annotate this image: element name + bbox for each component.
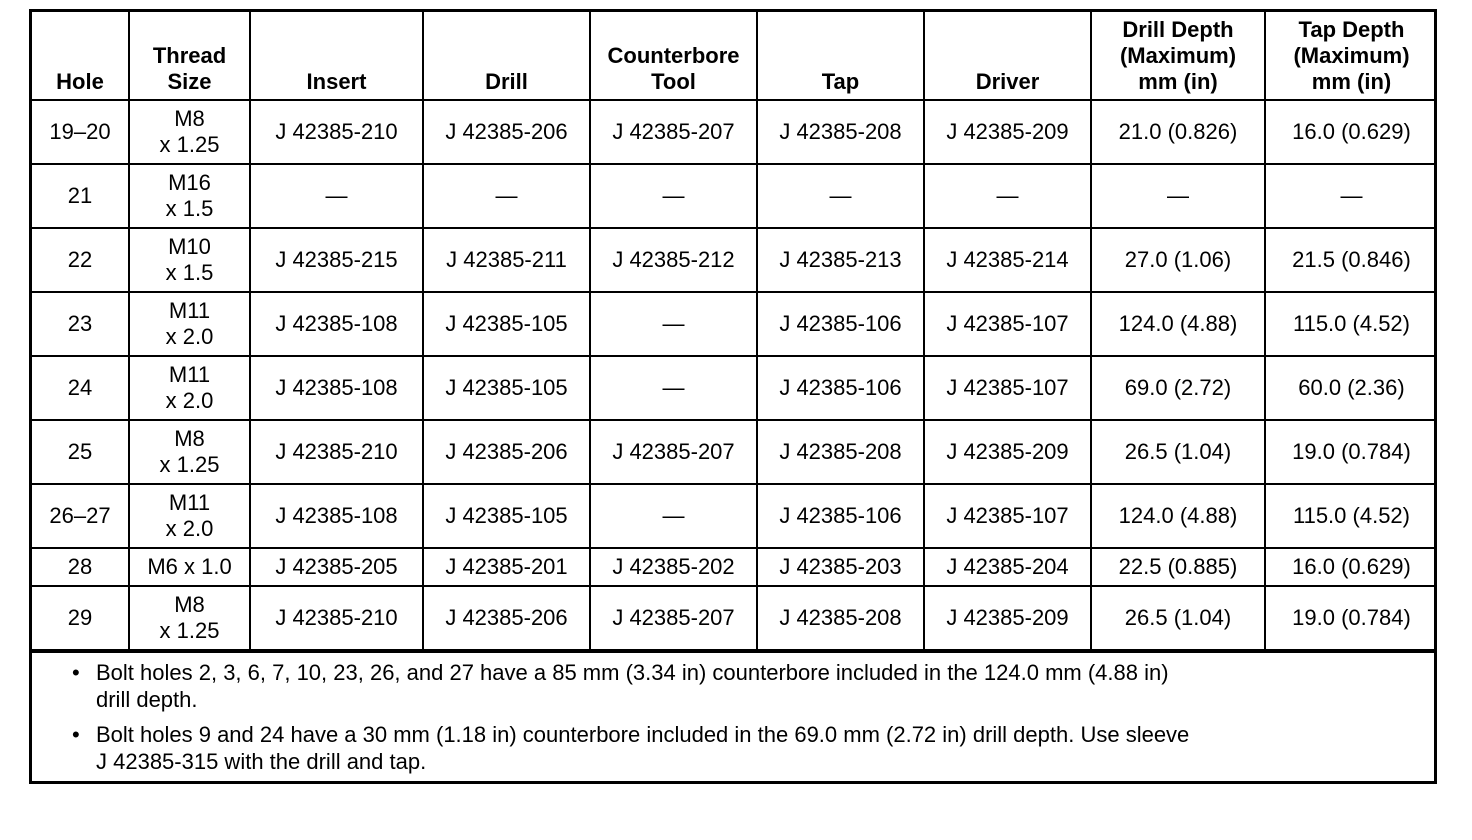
column-header-driver — [924, 12, 1091, 100]
column-header-line: Tap Depth — [1298, 17, 1405, 42]
tool-spec-table — [32, 12, 1437, 651]
column-header-hole — [32, 12, 129, 100]
cell-hole: 25 — [32, 420, 129, 484]
column-header-line: Insert — [306, 69, 367, 94]
table-row — [32, 356, 1437, 420]
cell-drill-depth: — — [1091, 164, 1265, 228]
table-row — [32, 100, 1437, 164]
cell-counterbore: — — [590, 164, 757, 228]
cell-tap: — — [757, 164, 924, 228]
thread-size-line: x 2.0 — [165, 324, 214, 349]
spec-table-frame — [29, 9, 1437, 784]
cell-thread — [129, 100, 250, 164]
column-header-line: (Maximum) — [1119, 43, 1237, 68]
cell-drill: J 42385-105 — [423, 484, 590, 548]
cell-counterbore: J 42385-207 — [590, 420, 757, 484]
cell-drill: J 42385-206 — [423, 586, 590, 650]
cell-tap-depth: 115.0 (4.52) — [1265, 484, 1437, 548]
cell-drill: J 42385-211 — [423, 228, 590, 292]
cell-drill: J 42385-206 — [423, 100, 590, 164]
thread-size-line: M11 — [168, 362, 211, 387]
table-row — [32, 586, 1437, 650]
column-header-line: (Maximum) — [1293, 43, 1410, 68]
cell-hole: 26–27 — [32, 484, 129, 548]
note-item — [72, 721, 1364, 775]
column-header-line: mm (in) — [1311, 69, 1392, 94]
column-header-line: Hole — [56, 69, 104, 94]
cell-driver: J 42385-209 — [924, 586, 1091, 650]
column-header-line: Tool — [651, 69, 696, 94]
thread-size-line: M11 — [168, 298, 211, 323]
table-row — [32, 548, 1437, 586]
column-header-line: Driver — [975, 69, 1040, 94]
column-header-counterbore-tool — [590, 12, 757, 100]
cell-tap: J 42385-106 — [757, 484, 924, 548]
cell-drill-depth: 124.0 (4.88) — [1091, 292, 1265, 356]
column-header-tap — [757, 12, 924, 100]
cell-tap: J 42385-208 — [757, 100, 924, 164]
thread-size-line: x 1.25 — [159, 618, 220, 643]
cell-hole: 29 — [32, 586, 129, 650]
cell-drill-depth: 26.5 (1.04) — [1091, 420, 1265, 484]
thread-size-line: x 1.5 — [165, 260, 214, 285]
cell-driver: J 42385-107 — [924, 356, 1091, 420]
cell-hole: 23 — [32, 292, 129, 356]
table-row — [32, 164, 1437, 228]
thread-size-line: x 1.25 — [159, 452, 220, 477]
cell-driver: J 42385-204 — [924, 548, 1091, 586]
thread-size-line: M8 — [174, 106, 205, 131]
cell-counterbore: J 42385-207 — [590, 586, 757, 650]
cell-hole: 21 — [32, 164, 129, 228]
cell-thread — [129, 292, 250, 356]
cell-thread — [129, 548, 250, 586]
column-header-line: Drill — [485, 69, 528, 94]
cell-tap-depth: 115.0 (4.52) — [1265, 292, 1437, 356]
cell-drill: J 42385-105 — [423, 356, 590, 420]
cell-drill-depth: 26.5 (1.04) — [1091, 586, 1265, 650]
note-text: Bolt holes 9 and 24 have a 30 mm (1.18 in) counterbore included in the 69.0 mm (2.72 in) drill depth. Use sleeve — [96, 722, 1190, 747]
thread-size-line: x 2.0 — [165, 516, 214, 541]
cell-counterbore: J 42385-212 — [590, 228, 757, 292]
table-row — [32, 292, 1437, 356]
table-row — [32, 484, 1437, 548]
cell-tap-depth: 19.0 (0.784) — [1265, 586, 1437, 650]
cell-tap-depth: 16.0 (0.629) — [1265, 548, 1437, 586]
column-header-tap-depth — [1265, 12, 1437, 100]
cell-drill: J 42385-201 — [423, 548, 590, 586]
thread-size-line: M8 — [174, 592, 205, 617]
column-header-line: Drill Depth — [1122, 17, 1234, 42]
thread-size-line: M11 — [168, 490, 211, 515]
thread-size-line: x 1.5 — [165, 196, 214, 221]
column-header-line: Size — [167, 69, 212, 94]
thread-size-line: M10 — [168, 234, 211, 259]
cell-driver: J 42385-209 — [924, 100, 1091, 164]
note-text: J 42385-315 with the drill and tap. — [96, 749, 427, 774]
cell-insert: J 42385-108 — [250, 356, 423, 420]
cell-thread — [129, 164, 250, 228]
cell-thread — [129, 586, 250, 650]
cell-counterbore: — — [590, 484, 757, 548]
cell-thread — [129, 420, 250, 484]
bullet-icon: • — [72, 660, 80, 685]
cell-insert: — — [250, 164, 423, 228]
column-header-line: mm (in) — [1138, 69, 1218, 94]
cell-hole: 28 — [32, 548, 129, 586]
cell-drill: — — [423, 164, 590, 228]
header-row — [32, 12, 1437, 100]
column-header-drill — [423, 12, 590, 100]
cell-driver: J 42385-209 — [924, 420, 1091, 484]
thread-size-line: M6 x 1.0 — [147, 554, 232, 579]
cell-insert: J 42385-108 — [250, 292, 423, 356]
cell-drill-depth: 69.0 (2.72) — [1091, 356, 1265, 420]
cell-counterbore: J 42385-207 — [590, 100, 757, 164]
cell-drill-depth: 21.0 (0.826) — [1091, 100, 1265, 164]
thread-size-line: x 2.0 — [165, 388, 214, 413]
cell-hole: 24 — [32, 356, 129, 420]
cell-insert: J 42385-215 — [250, 228, 423, 292]
cell-driver: J 42385-214 — [924, 228, 1091, 292]
cell-tap: J 42385-208 — [757, 420, 924, 484]
cell-counterbore: — — [590, 356, 757, 420]
notes-section — [32, 651, 1434, 781]
cell-insert: J 42385-205 — [250, 548, 423, 586]
thread-size-line: M8 — [174, 426, 205, 451]
cell-insert: J 42385-210 — [250, 100, 423, 164]
cell-counterbore: — — [590, 292, 757, 356]
cell-tap: J 42385-106 — [757, 356, 924, 420]
cell-thread — [129, 356, 250, 420]
cell-thread — [129, 228, 250, 292]
table-body — [32, 100, 1437, 650]
cell-driver: — — [924, 164, 1091, 228]
thread-size-line: x 1.25 — [159, 132, 220, 157]
cell-tap-depth: — — [1265, 164, 1437, 228]
column-header-drill-depth — [1091, 12, 1265, 100]
cell-tap-depth: 21.5 (0.846) — [1265, 228, 1437, 292]
column-header-insert — [250, 12, 423, 100]
cell-drill: J 42385-105 — [423, 292, 590, 356]
cell-thread — [129, 484, 250, 548]
column-header-line: Tap — [821, 69, 860, 94]
cell-tap-depth: 19.0 (0.784) — [1265, 420, 1437, 484]
cell-hole: 22 — [32, 228, 129, 292]
note-item — [72, 659, 1364, 713]
cell-driver: J 42385-107 — [924, 484, 1091, 548]
cell-tap-depth: 16.0 (0.629) — [1265, 100, 1437, 164]
column-header-thread-size — [129, 12, 250, 100]
column-header-line: Counterbore — [607, 43, 740, 68]
table-row — [32, 420, 1437, 484]
cell-drill-depth: 22.5 (0.885) — [1091, 548, 1265, 586]
cell-counterbore: J 42385-202 — [590, 548, 757, 586]
cell-insert: J 42385-210 — [250, 586, 423, 650]
cell-drill-depth: 27.0 (1.06) — [1091, 228, 1265, 292]
cell-drill: J 42385-206 — [423, 420, 590, 484]
cell-hole: 19–20 — [32, 100, 129, 164]
cell-insert: J 42385-108 — [250, 484, 423, 548]
cell-tap: J 42385-203 — [757, 548, 924, 586]
column-header-line: Thread — [152, 43, 227, 68]
cell-insert: J 42385-210 — [250, 420, 423, 484]
cell-tap: J 42385-213 — [757, 228, 924, 292]
table-row — [32, 228, 1437, 292]
cell-tap-depth: 60.0 (2.36) — [1265, 356, 1437, 420]
bullet-icon: • — [72, 722, 80, 747]
note-text: Bolt holes 2, 3, 6, 7, 10, 23, 26, and 27 have a 85 mm (3.34 in) counterbore included in the 124.0 mm (4.88 in) — [96, 660, 1169, 685]
thread-size-line: M16 — [168, 170, 211, 195]
cell-driver: J 42385-107 — [924, 292, 1091, 356]
cell-drill-depth: 124.0 (4.88) — [1091, 484, 1265, 548]
cell-tap: J 42385-208 — [757, 586, 924, 650]
cell-tap: J 42385-106 — [757, 292, 924, 356]
note-text: drill depth. — [96, 687, 198, 712]
